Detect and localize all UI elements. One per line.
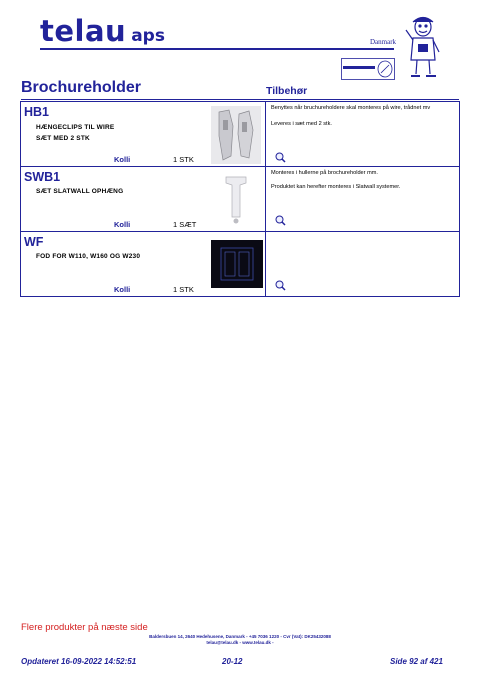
product-list [20,101,460,297]
category-title: Brochureholder [21,79,142,96]
product-name-line: HÆNGECLIPS TIL WIRE [36,124,115,131]
product-description-line: Leveres i sæt med 2 stk. [271,121,332,127]
kolli-label: Kolli [114,220,131,229]
country-label: Danmark [370,38,397,46]
company-contact[interactable]: telau@telau.dk - www.telau.dk - [206,640,274,645]
kolli-label: Kolli [114,285,131,294]
product-code[interactable]: HB1 [24,105,50,119]
wire-clips-photo[interactable] [211,106,261,164]
zoom-icon[interactable] [275,152,286,163]
slatwall-hook-photo[interactable] [221,171,251,227]
product-description-line: Produktet kan herefter monteres i Slatwall systemer. [271,184,401,190]
kolli-quantity: 1 STK [173,155,194,164]
category-divider [21,99,459,100]
zoom-icon[interactable] [275,215,286,226]
product-description-line: Monteres i hullerne på brochureholder mm. [271,170,378,176]
more-products-note: Flere produkter på næste side [21,622,148,633]
column-divider [265,232,266,296]
mascot-illustration [405,14,441,80]
product-description-line: Benyttes når bruchureholdere skal monteres på wire, trådnet mv [271,105,431,111]
company-address: Baldersbuen 14, 2640 Hedehusene, Danmark - +45 7036 1220 - Cvr (Vat): DK25432088 [149,634,331,639]
section-page-code: 20-12 [222,657,243,666]
page-number: Side 92 af 421 [390,657,443,666]
acrylic-foot-photo[interactable] [211,240,263,288]
kolli-quantity: 1 SÆT [173,220,197,229]
column-divider [265,167,266,231]
logo-main-text: telau [40,14,127,48]
subcategory-title: Tilbehør [266,85,308,97]
telau-logo [40,14,165,48]
kolli-quantity: 1 STK [173,285,194,294]
column-divider [265,102,266,166]
product-row [20,167,460,232]
updated-timestamp: Opdateret 16-09-2022 14:52:51 [21,657,137,666]
product-row [20,232,460,297]
product-row [20,101,460,167]
kolli-label: Kolli [114,155,131,164]
product-name-line: FOD FOR W110, W160 OG W230 [36,253,141,260]
certification-badge [341,58,395,80]
product-name-line: SÆT MED 2 STK [36,135,90,142]
zoom-icon[interactable] [275,280,286,291]
product-code[interactable]: SWB1 [24,170,61,184]
product-name-line: SÆT SLATWALL OPHÆNG [36,188,124,195]
logo-underline [40,48,394,50]
product-code[interactable]: WF [24,235,44,249]
logo-sub-text: aps [131,26,165,46]
